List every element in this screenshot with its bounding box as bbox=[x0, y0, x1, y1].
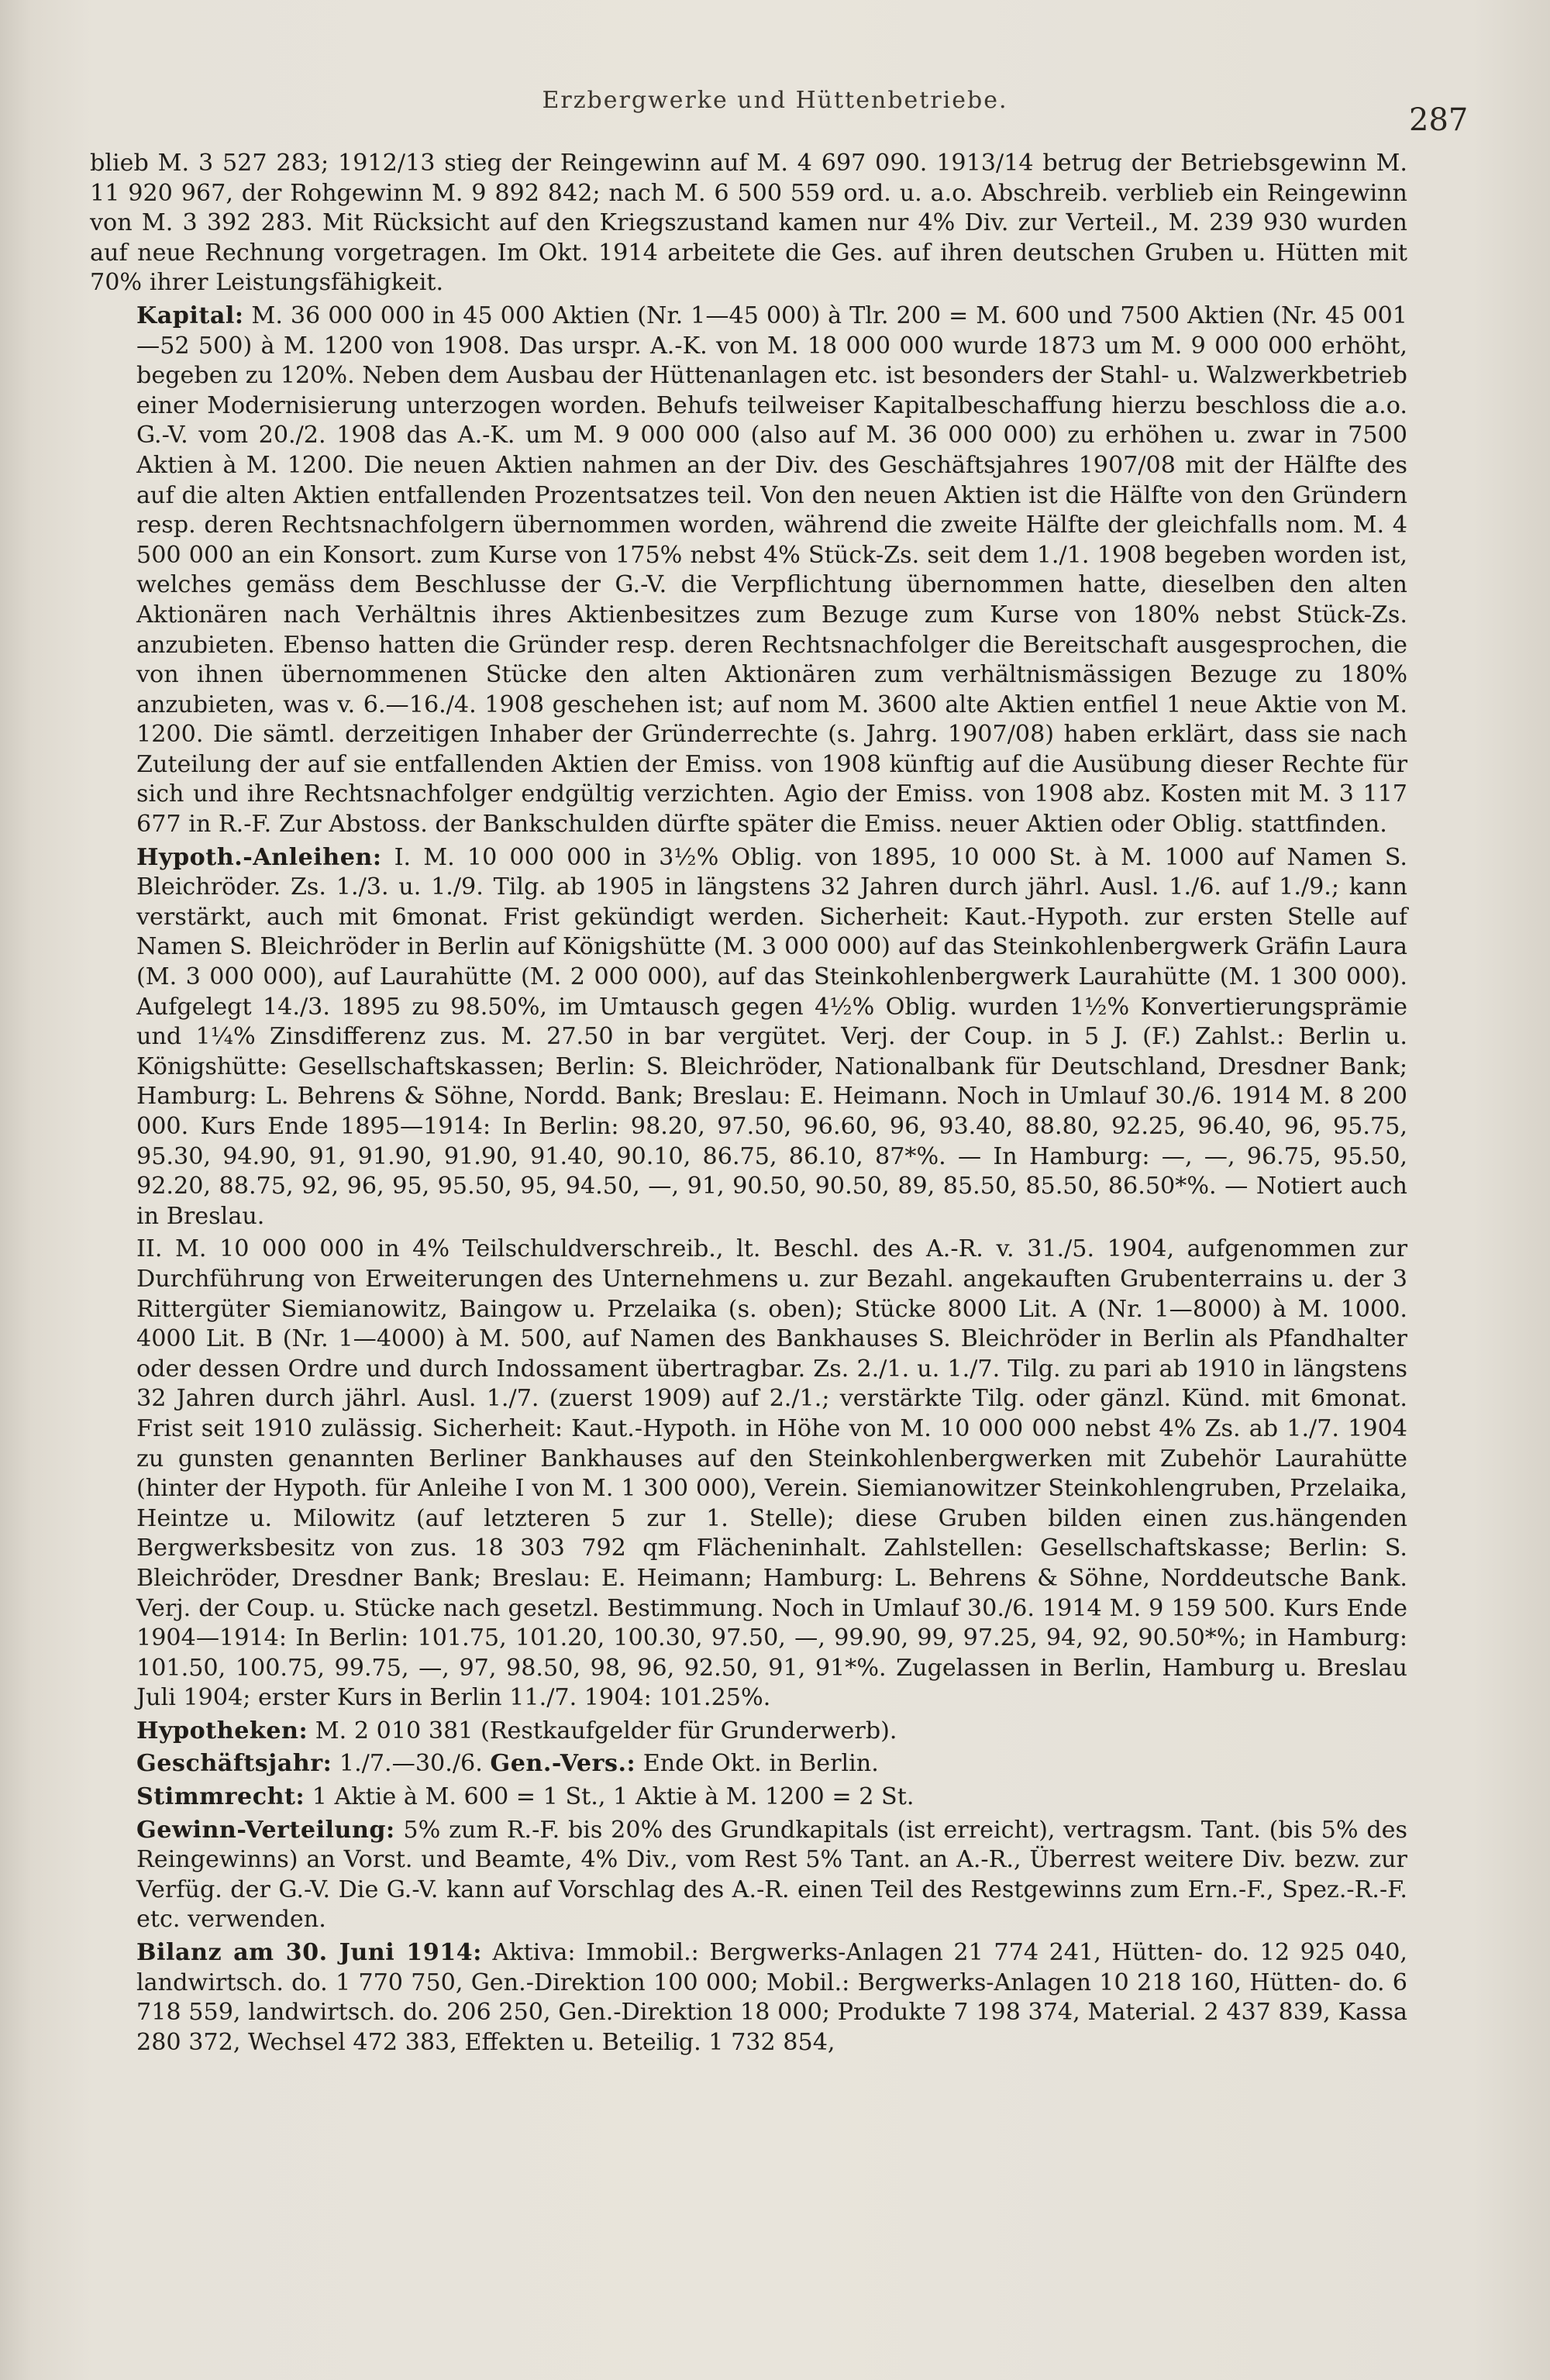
paragraph-profit: blieb M. 3 527 283; 1912/13 stieg der Reingewinn auf M. 4 697 090. 1913/14 betrug der Betriebsgewinn M. 11 920 967, der Rohgewinn M. 9 892 842; nach M. 6 500 559 ord. u. a.o. Abschreib. verblieb ein Reingewinn von M. 3 392 283. Mit Rücksicht auf den Kriegszustand kamen nur 4% Div. zur Verteil., M. 239 930 wurden auf neue Rechnung vorgetragen. Im Okt. 1914 arbeitete die Ges. auf ihren deutschen Gruben u. Hütten mit 70% ihrer Leistungsfähigkeit. bbox=[90, 150, 1407, 297]
stimmrecht-label: Stimmrecht: bbox=[136, 1783, 305, 1811]
body-text bbox=[90, 149, 1407, 2061]
kapital-text: M. 36 000 000 in 45 000 Aktien (Nr. 1—45 000) à Tlr. 200 = M. 600 und 7500 Aktien (Nr. 45 001—52 500) à M. 1200 von 1908. Das urspr. A.-K. von M. 18 000 000 wurde 1873 um M. 9 000 000 erhöht, begeben zu 120%. Neben dem Ausbau der Hüttenanlagen etc. ist besonders der Stahl- u. Walzwerkbetrieb einer Modernisierung unterzogen worden. Behufs teilweiser Kapitalbeschaffung hierzu beschloss die a.o. G.-V. vom 20./2. 1908 das A.-K. um M. 9 000 000 (also auf M. 36 000 000) zu erhöhen u. zwar in 7500 Aktien à M. 1200. Die neuen Aktien nahmen an der Div. des Geschäftsjahres 1907/08 mit der Hälfte des auf die alten Aktien entfallenden Prozentsatzes teil. Von den neuen Aktien ist die Hälfte von den Gründern resp. deren Rechtsnachfolgern übernommen worden, während die zweite Hälfte der gleichfalls nom. M. 4 500 000 an ein Konsort. zum Kurse von 175% nebst 4% Stück-Zs. seit dem 1./1. 1908 begeben worden ist, welches gemäss dem Beschlusse der G.-V. die Verpflichtung übernommen hatte, dieselben den alten Aktionären nach Verhältnis ihres Aktienbesitzes zum Bezuge zum Kurse von 180% nebst Stück-Zs. anzubieten. Ebenso hatten die Gründer resp. deren Rechtsnachfolger die Bereitschaft ausgesprochen, die von ihnen übernommenen Stücke den alten Aktionären zum verhältnismässigen Bezuge zu 180% anzubieten, was v. 6.—16./4. 1908 geschehen ist; auf nom M. 3600 alte Aktien entfiel 1 neue Aktie von M. 1200. Die sämtl. derzeitigen Inhaber der Gründerrechte (s. Jahrg. 1907/08) haben erklärt, dass sie nach Zuteilung der auf sie entfallenden Aktien der Emiss. von 1908 künftig auf die Ausübung dieser Rechte für sich und ihre Rechtsnachfolger endgültig verzichten. Agio der Emiss. von 1908 abz. Kosten mit M. 3 117 677 in R.-F. Zur Abstoss. der Bankschulden dürfte später die Emiss. neuer Aktien oder Oblig. stattfinden. bbox=[136, 301, 1407, 839]
paragraph-stimmrecht bbox=[90, 1782, 1407, 1813]
paragraph-bilanz bbox=[90, 1938, 1407, 2058]
paragraph-hypoth-anleihen bbox=[90, 843, 1407, 1232]
stimmrecht-text: 1 Aktie à M. 600 = 1 St., 1 Aktie à M. 1200 = 2 St. bbox=[305, 1783, 914, 1811]
gewinn-text: 5% zum R.-F. bis 20% des Grundkapitals (ist erreicht), vertragsm. Tant. (bis 5% des Reingewinns) an Vorst. und Beamte, 4% Div., vom Rest 5% Tant. an A.-R., Überrest weitere Div. bezw. zur Verfüg. der G.-V. Die G.-V. kann auf Vorschlag des A.-R. einen Teil des Restgewinns zum Ern.-F., Spez.-R.-F. etc. verwenden. bbox=[136, 1816, 1407, 1934]
genvers-label: Gen.-Vers.: bbox=[490, 1750, 636, 1778]
bilanz-text: Aktiva: Immobil.: Bergwerks-Anlagen 21 774 241, Hütten- do. 12 925 040, landwirtsch. do. 1 770 750, Gen.-Direktion 100 000; Mobil.: Bergwerks-Anlagen 10 218 160, Hütten- do. 6 718 559, landwirtsch. do. 206 250, Gen.-Direktion 18 000; Produkte 7 198 374, Material. 2 437 839, Kassa 280 372, Wechsel 472 383, Effekten u. Beteilig. 1 732 854, bbox=[136, 1939, 1407, 2056]
page-number: 287 bbox=[1409, 102, 1469, 138]
paragraph-geschaeftsjahr bbox=[90, 1749, 1407, 1779]
hypoth-text: I. M. 10 000 000 in 3½% Oblig. von 1895, 10 000 St. à M. 1000 auf Namen S. Bleichröder. Zs. 1./3. u. 1./9. Tilg. ab 1905 in längstens 32 Jahren durch jährl. Ausl. 1./6. auf 1./9.; kann verstärkt, auch mit 6monat. Frist gekündigt werden. Sicherheit: Kaut.-Hypoth. zur ersten Stelle auf Namen S. Bleichröder in Berlin auf Königshütte (M. 3 000 000) auf das Steinkohlenbergwerk Gräfin Laura (M. 3 000 000), auf Laurahütte (M. 2 000 000), auf das Steinkohlenbergwerk Laurahütte (M. 1 300 000). Aufgelegt 14./3. 1895 zu 98.50%, im Umtausch gegen 4½% Oblig. wurden 1½% Konvertierungsprämie und 1¼% Zinsdifferenz zus. M. 27.50 in bar vergütet. Verj. der Coup. in 5 J. (F.) Zahlst.: Berlin u. Königshütte: Gesellschaftskassen; Berlin: S. Bleichröder, Nationalbank für Deutschland, Dresdner Bank; Hamburg: L. Behrens & Söhne, Nordd. Bank; Breslau: E. Heimann. Noch in Umlauf 30./6. 1914 M. 8 200 000. Kurs Ende 1895—1914: In Berlin: 98.20, 97.50, 96.60, 96, 93.40, 88.80, 92.25, 96.40, 96, 95.75, 95.30, 94.90, 91, 91.90, 91.90, 91.40, 90.10, 86.75, 86.10, 87*%. — In Hamburg: —, —, 96.75, 95.50, 92.20, 88.75, 92, 96, 95, 95.50, 95, 94.50, —, 91, 90.50, 90.50, 89, 85.50, 85.50, 86.50*%. — Notiert auch in Breslau. bbox=[136, 843, 1407, 1230]
hypotheken-text: M. 2 010 381 (Restkaufgelder für Grunderwerb). bbox=[308, 1717, 897, 1745]
paragraph-anleihe-2: II. M. 10 000 000 in 4% Teilschuldverschreib., lt. Beschl. des A.-R. v. 31./5. 1904, aufgenommen zur Durchführung von Erweiterungen des Unternehmens u. zur Bezahl. angekauften Grubenterrains u. der 3 Rittergüter Siemianowitz, Baingow u. Przelaika (s. oben); Stücke 8000 Lit. A (Nr. 1—8000) à M. 1000. 4000 Lit. B (Nr. 1—4000) à M. 500, auf Namen des Bankhauses S. Bleichröder in Berlin als Pfandhalter oder dessen Ordre und durch Indossament übertragbar. Zs. 2./1. u. 1./7. Tilg. zu pari ab 1910 in längstens 32 Jahren durch jährl. Ausl. 1./7. (zuerst 1909) auf 2./1.; verstärkte Tilg. oder gänzl. Künd. mit 6monat. Frist seit 1910 zulässig. Sicherheit: Kaut.-Hypoth. in Höhe von M. 10 000 000 nebst 4% Zs. ab 1./7. 1904 zu gunsten genannten Berliner Bankhauses auf den Steinkohlenbergwerken mit Zubehör Laurahütte (hinter der Hypoth. für Anleihe I von M. 1 300 000), Verein. Siemianowitzer Steinkohlengruben, Przelaika, Heintze u. Milowitz (auf letzteren 5 zur 1. Stelle); diese Gruben bilden einen zus.hängenden Bergwerksbesitz von zus. 18 303 792 qm Flächeninhalt. Zahlstellen: Gesellschaftskasse; Berlin: S. Bleichröder, Dresdner Bank; Breslau: E. Heimann; Hamburg: L. Behrens & Söhne, Norddeutsche Bank. Verj. der Coup. u. Stücke nach gesetzl. Bestimmung. Noch in Umlauf 30./6. 1914 M. 9 159 500. Kurs Ende 1904—1914: In Berlin: 101.75, 101.20, 100.30, 97.50, —, 99.90, 99, 97.25, 94, 92, 90.50*%; in Hamburg: 101.50, 100.75, 99.75, —, 97, 98.50, 98, 96, 92.50, 91, 91*%. Zugelassen in Berlin, Hamburg u. Breslau Juli 1904; erster Kurs in Berlin 11./7. 1904: 101.25%. bbox=[136, 1235, 1407, 1712]
hypotheken-label: Hypotheken: bbox=[136, 1717, 308, 1745]
paragraph-kapital bbox=[90, 301, 1407, 840]
geschaeftsjahr-text: 1./7.—30./6. bbox=[332, 1750, 491, 1778]
kapital-label: Kapital: bbox=[136, 301, 244, 329]
geschaeftsjahr-label: Geschäftsjahr: bbox=[136, 1750, 332, 1778]
hypoth-label: Hypoth.-Anleihen: bbox=[136, 843, 382, 871]
genvers-text: Ende Okt. in Berlin. bbox=[636, 1750, 879, 1778]
bilanz-label: Bilanz am 30. Juni 1914: bbox=[136, 1939, 482, 1967]
paragraph-gewinn-verteilung bbox=[90, 1816, 1407, 1935]
running-title: Erzbergwerke und Hüttenbetriebe. bbox=[542, 87, 1008, 114]
paragraph-hypotheken bbox=[90, 1717, 1407, 1747]
gewinn-label: Gewinn-Verteilung: bbox=[136, 1816, 395, 1844]
